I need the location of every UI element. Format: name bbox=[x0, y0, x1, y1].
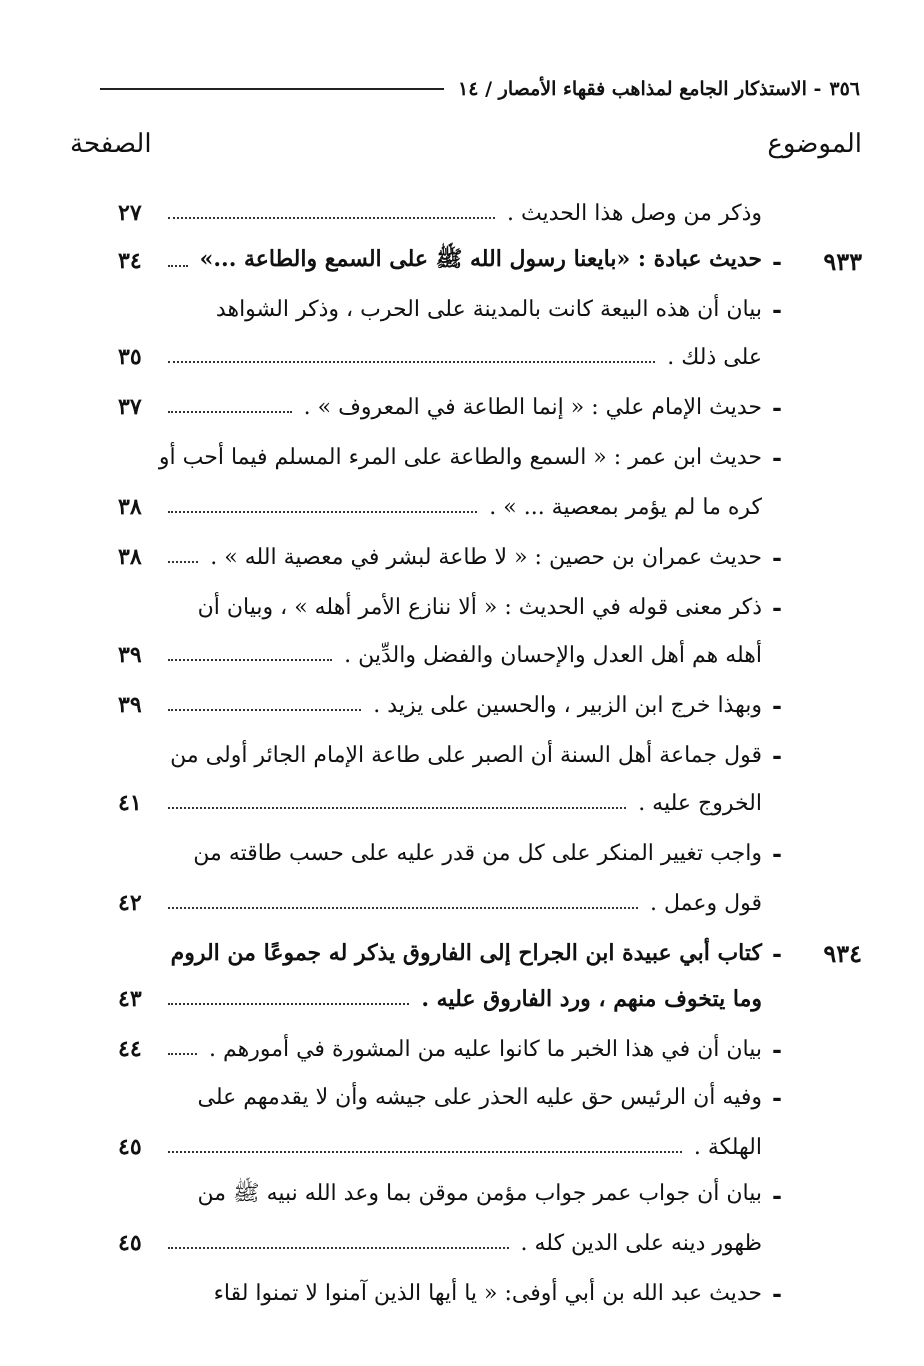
header-page-number: ٣٥٦ bbox=[829, 78, 860, 100]
toc-text: أهله هم أهل العدل والإحسان والفضل والدِّين . bbox=[344, 642, 762, 668]
toc-text: بيان أن جواب عمر جواب مؤمن موقن بما وعد الله نبيه ﷺ من bbox=[197, 1181, 762, 1206]
toc-text: حديث عبد الله بن أبي أوفى: « يا أيها الذين آمنوا لا تمنوا لقاء bbox=[213, 1280, 762, 1306]
toc-text: قول جماعة أهل السنة أن الصبر على طاعة الإمام الجائر أولى من bbox=[170, 742, 762, 768]
toc-line bbox=[118, 976, 862, 1022]
dot-leader bbox=[168, 217, 495, 219]
dot-leader bbox=[168, 511, 477, 513]
page-reference: ٣٩ bbox=[118, 642, 142, 668]
toc-line bbox=[118, 682, 862, 728]
entry-dash: - bbox=[772, 246, 782, 276]
toc-line bbox=[118, 434, 862, 480]
page-reference: ٤٥ bbox=[118, 1134, 142, 1160]
dot-leader bbox=[168, 411, 292, 413]
toc-line bbox=[118, 780, 862, 826]
page-reference: ٣٧ bbox=[118, 394, 142, 420]
dot-leader bbox=[168, 561, 198, 563]
entry-dash: - bbox=[772, 1180, 782, 1210]
entry-dash: - bbox=[772, 740, 782, 770]
toc-line bbox=[118, 930, 862, 976]
toc-text: ذكر معنى قوله في الحديث : « ألا ننازع الأمر أهله » ، وبيان أن bbox=[197, 594, 762, 620]
toc-text: واجب تغيير المنكر على كل من قدر عليه على حسب طاقته من bbox=[193, 840, 762, 866]
header-book-title: - الاستذكار الجامع لمذاهب فقهاء الأمصار / ١٤ bbox=[458, 78, 822, 100]
column-headings bbox=[70, 124, 862, 164]
toc-text: حديث الإمام علي : « إنما الطاعة في المعروف » . bbox=[303, 394, 762, 420]
entry-dash: - bbox=[772, 542, 782, 572]
toc-line bbox=[118, 334, 862, 380]
toc-text: وذكر من وصل هذا الحديث . bbox=[506, 200, 762, 226]
dot-leader bbox=[168, 265, 188, 267]
toc-line bbox=[118, 534, 862, 580]
dot-leader bbox=[168, 1053, 197, 1055]
toc-line bbox=[118, 1220, 862, 1266]
toc-line bbox=[118, 384, 862, 430]
entry-dash: - bbox=[772, 1034, 782, 1064]
entry-dash: - bbox=[772, 838, 782, 868]
toc-line bbox=[118, 190, 862, 236]
entry-dash: - bbox=[772, 392, 782, 422]
page-reference: ٤٣ bbox=[118, 986, 142, 1012]
entry-dash: - bbox=[772, 1082, 782, 1112]
toc-text: كتاب أبي عبيدة ابن الجراح إلى الفاروق يذكر له جموعًا من الروم bbox=[170, 940, 762, 966]
toc-line bbox=[118, 632, 862, 678]
dot-leader bbox=[168, 659, 332, 661]
page-reference: ٢٧ bbox=[118, 200, 142, 226]
entry-dash: - bbox=[772, 442, 782, 472]
entry-dash: - bbox=[772, 690, 782, 720]
running-head bbox=[100, 74, 860, 104]
dot-leader bbox=[168, 807, 626, 809]
toc-text: حديث عمران بن حصين : « لا طاعة لبشر في معصية الله » . bbox=[210, 544, 762, 570]
toc-text: وما يتخوف منهم ، ورد الفاروق عليه . bbox=[421, 986, 762, 1012]
entry-dash: - bbox=[772, 1278, 782, 1308]
entry-dash: - bbox=[772, 938, 782, 968]
toc-text: بيان أن هذه البيعة كانت بالمدينة على الحرب ، وذكر الشواهد bbox=[215, 296, 762, 322]
toc-text: وبهذا خرج ابن الزبير ، والحسين على يزيد . bbox=[373, 692, 762, 718]
page-reference: ٤٥ bbox=[118, 1230, 142, 1256]
topic-heading: الموضوع bbox=[767, 129, 862, 159]
toc-line bbox=[118, 880, 862, 926]
entry-number: ٩٣٣ bbox=[823, 246, 862, 276]
toc-text: قول وعمل . bbox=[650, 890, 762, 916]
toc-line bbox=[118, 1172, 862, 1218]
toc-text: على ذلك . bbox=[667, 344, 762, 370]
toc-line bbox=[118, 286, 862, 332]
toc-text: حديث ابن عمر : « السمع والطاعة على المرء المسلم فيما أحب أو bbox=[158, 444, 762, 470]
entry-dash: - bbox=[772, 592, 782, 622]
page-reference: ٣٨ bbox=[118, 494, 142, 520]
entry-dash: - bbox=[772, 294, 782, 324]
page-reference: ٣٤ bbox=[118, 248, 142, 274]
toc-line bbox=[118, 732, 862, 778]
toc-text: وفيه أن الرئيس حق عليه الحذر على جيشه وأن لا يقدمهم على bbox=[197, 1084, 762, 1110]
dot-leader bbox=[168, 1003, 409, 1005]
toc-text: الخروج عليه . bbox=[638, 790, 762, 816]
dot-leader bbox=[168, 709, 361, 711]
toc-line bbox=[118, 1124, 862, 1170]
toc-text: ظهور دينه على الدين كله . bbox=[520, 1230, 762, 1256]
dot-leader bbox=[168, 1247, 509, 1249]
toc-line bbox=[118, 1026, 862, 1072]
toc-line bbox=[118, 484, 862, 530]
toc-line bbox=[118, 584, 862, 630]
toc-text: حديث عبادة : «بايعنا رسول الله ﷺ على السمع والطاعة ...» bbox=[199, 246, 762, 272]
toc-text: بيان أن في هذا الخبر ما كانوا عليه من المشورة في أمورهم . bbox=[208, 1036, 762, 1062]
toc-line bbox=[118, 1270, 862, 1316]
toc-line bbox=[118, 238, 862, 284]
toc-line bbox=[118, 830, 862, 876]
toc-text: كره ما لم يؤمر بمعصية ... » . bbox=[489, 494, 762, 520]
page-reference: ٣٩ bbox=[118, 692, 142, 718]
page-reference: ٤١ bbox=[118, 790, 142, 816]
header-rule bbox=[100, 88, 444, 90]
toc-line bbox=[118, 1074, 862, 1120]
page-reference: ٤٤ bbox=[118, 1036, 142, 1062]
toc-text: الهلكة . bbox=[693, 1134, 762, 1160]
page-reference: ٣٨ bbox=[118, 544, 142, 570]
page-heading: الصفحة bbox=[70, 129, 152, 159]
page-reference: ٤٢ bbox=[118, 890, 142, 916]
page-reference: ٣٥ bbox=[118, 344, 142, 370]
entry-number: ٩٣٤ bbox=[823, 938, 862, 968]
dot-leader bbox=[168, 1151, 682, 1153]
dot-leader bbox=[168, 907, 638, 909]
dot-leader bbox=[168, 361, 655, 363]
